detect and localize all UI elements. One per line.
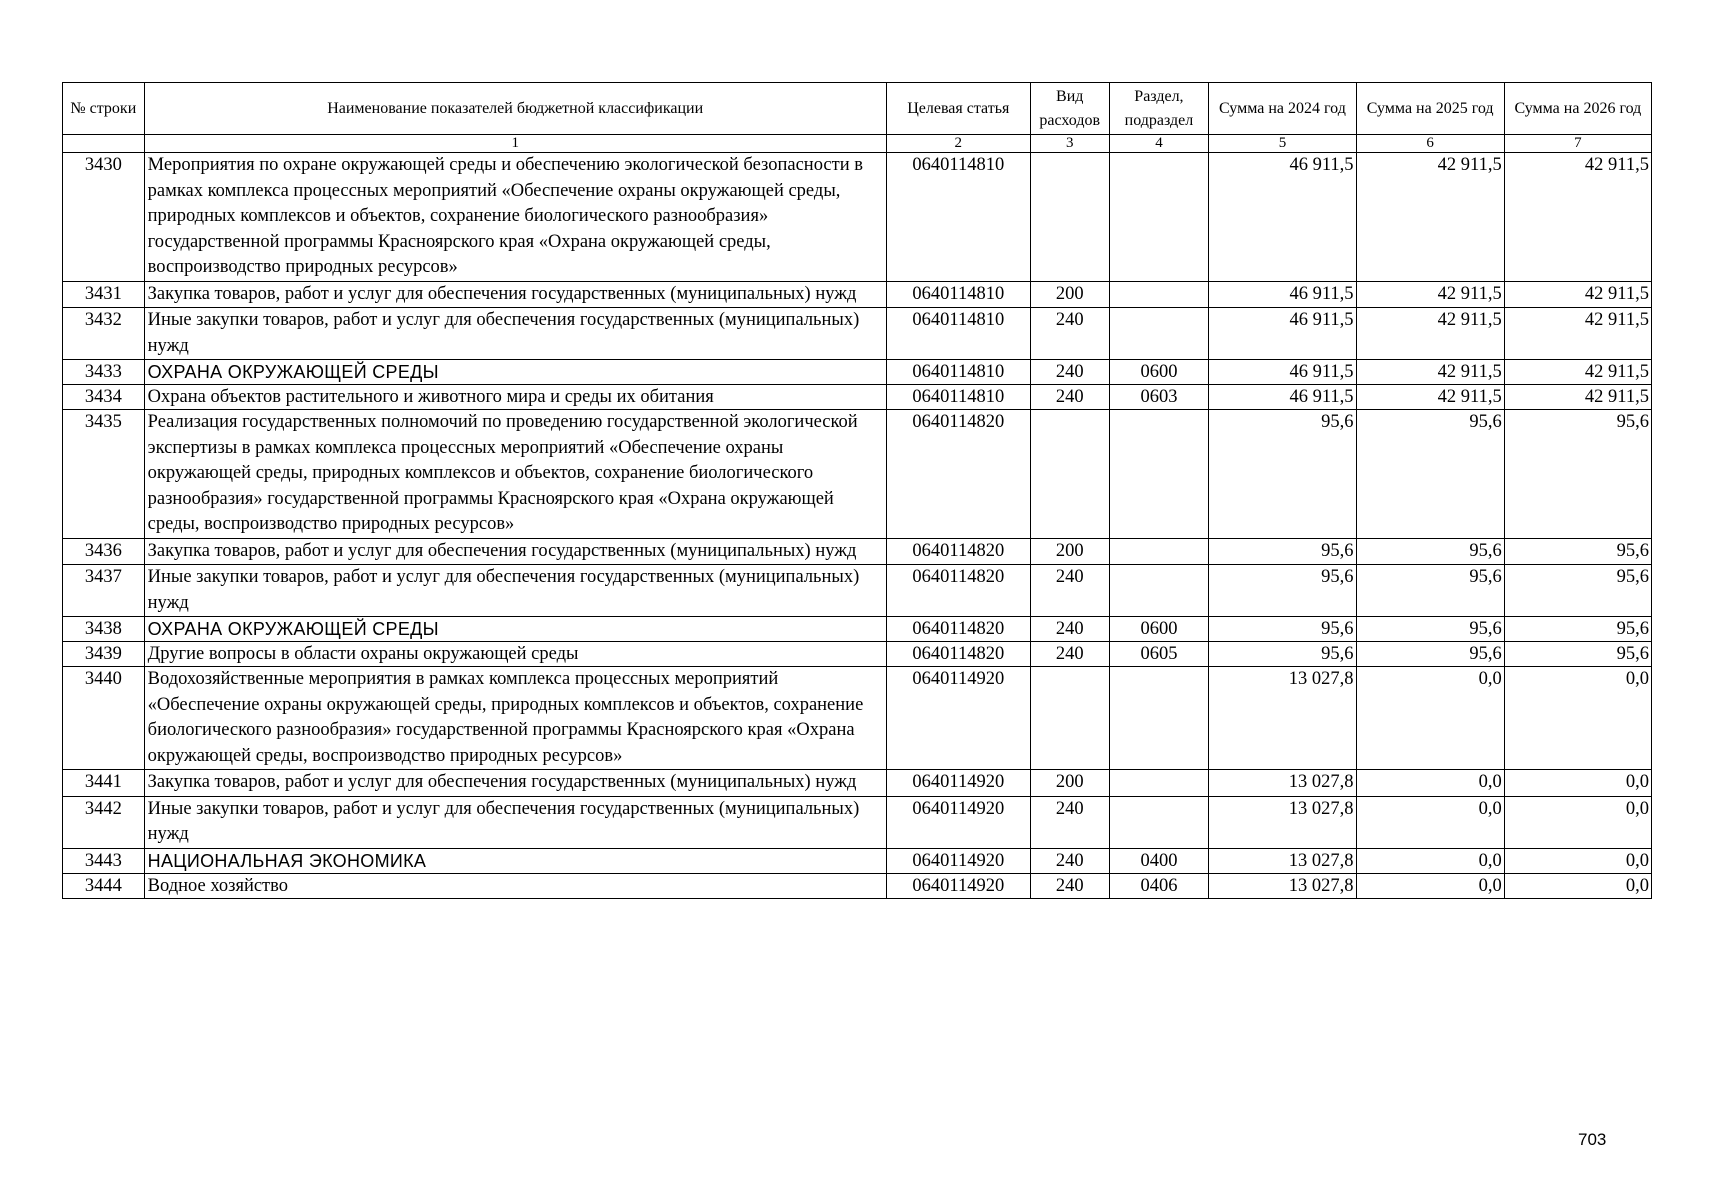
row-name-cell: Иные закупки товаров, работ и услуг для обеспечения государственных (муниципальных) нужд [144, 796, 886, 848]
sum-2025-cell: 42 911,5 [1356, 153, 1504, 282]
sum-2025-cell: 0,0 [1356, 873, 1504, 898]
sum-2025-cell: 42 911,5 [1356, 308, 1504, 360]
sum-2024-cell: 95,6 [1209, 410, 1356, 539]
table-body [63, 153, 1652, 899]
sum-2024-cell: 46 911,5 [1209, 308, 1356, 360]
row-name-cell: Водохозяйственные мероприятия в рамках комплекса процессных мероприятий «Обеспечение охраны окружающей среды, природных комплексов и объектов, сохранение биологического разнообразия» государственной программы Красноярского края «Охрана окружающей среды, воспроизводство природных ресурсов» [144, 667, 886, 770]
expense-type-cell [1030, 410, 1109, 539]
row-number-cell: 3437 [63, 565, 145, 617]
expense-type-cell: 240 [1030, 796, 1109, 848]
sum-2026-cell: 95,6 [1504, 410, 1651, 539]
sum-2026-cell: 95,6 [1504, 565, 1651, 617]
budget-table [62, 82, 1652, 899]
sum-2024-cell: 13 027,8 [1209, 848, 1356, 873]
section-cell [1109, 770, 1209, 797]
sum-2026-cell: 0,0 [1504, 796, 1651, 848]
section-cell [1109, 410, 1209, 539]
sum-2025-cell: 42 911,5 [1356, 360, 1504, 385]
sum-2024-cell: 46 911,5 [1209, 153, 1356, 282]
column-number [63, 135, 145, 153]
expense-type-cell: 240 [1030, 873, 1109, 898]
expense-type-cell: 240 [1030, 308, 1109, 360]
row-name-cell: Мероприятия по охране окружающей среды и обеспечению экологической безопасности в рамках комплекса процессных мероприятий «Обеспечение охраны окружающей среды, природных комплексов и объектов, сохранение биологического разнообразия» государственной программы Красноярского края «Охрана окружающей среды, воспроизводство природных ресурсов» [144, 153, 886, 282]
target-article-cell: 0640114920 [886, 796, 1030, 848]
sum-2026-cell: 95,6 [1504, 642, 1651, 667]
sum-2025-cell: 95,6 [1356, 565, 1504, 617]
sum-2025-cell: 0,0 [1356, 796, 1504, 848]
sum-2025-cell: 0,0 [1356, 667, 1504, 770]
sum-2026-cell: 42 911,5 [1504, 281, 1651, 308]
row-number-cell: 3443 [63, 848, 145, 873]
sum-2025-cell: 95,6 [1356, 410, 1504, 539]
target-article-cell: 0640114820 [886, 410, 1030, 539]
header-row-no: № строки [63, 83, 145, 135]
target-article-cell: 0640114820 [886, 565, 1030, 617]
expense-type-cell [1030, 667, 1109, 770]
page-number: 703 [1578, 1130, 1607, 1149]
sum-2025-cell: 95,6 [1356, 617, 1504, 642]
sum-2024-cell: 13 027,8 [1209, 770, 1356, 797]
sum-2024-cell: 95,6 [1209, 565, 1356, 617]
section-cell [1109, 281, 1209, 308]
target-article-cell: 0640114920 [886, 667, 1030, 770]
sum-2026-cell: 0,0 [1504, 848, 1651, 873]
expense-type-cell: 240 [1030, 642, 1109, 667]
target-article-cell: 0640114810 [886, 385, 1030, 410]
sum-2024-cell: 95,6 [1209, 617, 1356, 642]
section-cell: 0603 [1109, 385, 1209, 410]
table-row [63, 770, 1652, 797]
row-name-cell: Охрана объектов растительного и животного мира и среды их обитания [144, 385, 886, 410]
target-article-cell: 0640114810 [886, 153, 1030, 282]
table-row [63, 281, 1652, 308]
sum-2024-cell: 13 027,8 [1209, 667, 1356, 770]
sum-2026-cell: 42 911,5 [1504, 308, 1651, 360]
header-target-article: Целевая статья [886, 83, 1030, 135]
row-number-cell: 3441 [63, 770, 145, 797]
section-cell [1109, 796, 1209, 848]
column-number: 1 [144, 135, 886, 153]
header-section: Раздел, подраздел [1109, 83, 1209, 135]
expense-type-cell: 240 [1030, 565, 1109, 617]
sum-2024-cell: 13 027,8 [1209, 796, 1356, 848]
table-row [63, 410, 1652, 539]
row-name-cell: Другие вопросы в области охраны окружающей среды [144, 642, 886, 667]
sum-2026-cell: 42 911,5 [1504, 360, 1651, 385]
sum-2024-cell: 95,6 [1209, 538, 1356, 565]
target-article-cell: 0640114810 [886, 308, 1030, 360]
sum-2024-cell: 13 027,8 [1209, 873, 1356, 898]
sum-2025-cell: 42 911,5 [1356, 385, 1504, 410]
target-article-cell: 0640114810 [886, 360, 1030, 385]
section-cell [1109, 565, 1209, 617]
expense-type-cell: 200 [1030, 770, 1109, 797]
target-article-cell: 0640114820 [886, 538, 1030, 565]
table-row [63, 360, 1652, 385]
table-row [63, 667, 1652, 770]
table-row [63, 642, 1652, 667]
section-cell [1109, 667, 1209, 770]
row-name-cell: Закупка товаров, работ и услуг для обеспечения государственных (муниципальных) нужд [144, 281, 886, 308]
target-article-cell: 0640114820 [886, 642, 1030, 667]
section-cell: 0605 [1109, 642, 1209, 667]
header-row [63, 83, 1652, 135]
column-number: 4 [1109, 135, 1209, 153]
header-sum-2024: Сумма на 2024 год [1209, 83, 1356, 135]
row-number-cell: 3436 [63, 538, 145, 565]
row-name-cell: Закупка товаров, работ и услуг для обеспечения государственных (муниципальных) нужд [144, 770, 886, 797]
section-cell [1109, 153, 1209, 282]
sum-2025-cell: 0,0 [1356, 848, 1504, 873]
target-article-cell: 0640114820 [886, 617, 1030, 642]
header-sum-2025: Сумма на 2025 год [1356, 83, 1504, 135]
sum-2026-cell: 0,0 [1504, 770, 1651, 797]
table-row [63, 385, 1652, 410]
header-expense-type: Вид расходов [1030, 83, 1109, 135]
section-cell: 0406 [1109, 873, 1209, 898]
row-number-cell: 3433 [63, 360, 145, 385]
row-number-cell: 3439 [63, 642, 145, 667]
sum-2024-cell: 46 911,5 [1209, 360, 1356, 385]
expense-type-cell: 200 [1030, 538, 1109, 565]
row-name-cell: Иные закупки товаров, работ и услуг для обеспечения государственных (муниципальных) нужд [144, 565, 886, 617]
sum-2024-cell: 95,6 [1209, 642, 1356, 667]
column-number: 2 [886, 135, 1030, 153]
table-row [63, 153, 1652, 282]
table-row [63, 796, 1652, 848]
sum-2026-cell: 95,6 [1504, 538, 1651, 565]
row-name-cell: Закупка товаров, работ и услуг для обеспечения государственных (муниципальных) нужд [144, 538, 886, 565]
row-number-cell: 3440 [63, 667, 145, 770]
sum-2026-cell: 0,0 [1504, 873, 1651, 898]
target-article-cell: 0640114810 [886, 281, 1030, 308]
column-number: 6 [1356, 135, 1504, 153]
table-row [63, 538, 1652, 565]
header-sum-2026: Сумма на 2026 год [1504, 83, 1651, 135]
row-number-cell: 3442 [63, 796, 145, 848]
section-cell: 0600 [1109, 360, 1209, 385]
row-name-cell: Иные закупки товаров, работ и услуг для обеспечения государственных (муниципальных) нужд [144, 308, 886, 360]
row-number-cell: 3435 [63, 410, 145, 539]
column-number: 5 [1209, 135, 1356, 153]
table-row [63, 848, 1652, 873]
table-row [63, 308, 1652, 360]
column-number: 3 [1030, 135, 1109, 153]
row-number-cell: 3431 [63, 281, 145, 308]
section-cell: 0600 [1109, 617, 1209, 642]
expense-type-cell [1030, 153, 1109, 282]
sum-2026-cell: 95,6 [1504, 617, 1651, 642]
sum-2025-cell: 95,6 [1356, 538, 1504, 565]
table-row [63, 873, 1652, 898]
table-row [63, 565, 1652, 617]
row-number-cell: 3438 [63, 617, 145, 642]
expense-type-cell: 200 [1030, 281, 1109, 308]
expense-type-cell: 240 [1030, 360, 1109, 385]
expense-type-cell: 240 [1030, 848, 1109, 873]
sum-2025-cell: 95,6 [1356, 642, 1504, 667]
row-number-cell: 3434 [63, 385, 145, 410]
column-numbers-row [63, 135, 1652, 153]
sum-2024-cell: 46 911,5 [1209, 385, 1356, 410]
sum-2026-cell: 42 911,5 [1504, 385, 1651, 410]
table-row [63, 617, 1652, 642]
row-name-cell: Реализация государственных полномочий по проведению государственной экологической экспертизы в рамках комплекса процессных мероприятий «Обеспечение охраны окружающей среды, природных комплексов и объектов, сохранение биологического разнообразия» государственной программы Красноярского края «Охрана окружающей среды, воспроизводство природных ресурсов» [144, 410, 886, 539]
row-name-cell: ОХРАНА ОКРУЖАЮЩЕЙ СРЕДЫ [144, 360, 886, 385]
sum-2024-cell: 46 911,5 [1209, 281, 1356, 308]
section-cell [1109, 538, 1209, 565]
sum-2025-cell: 0,0 [1356, 770, 1504, 797]
row-number-cell: 3444 [63, 873, 145, 898]
target-article-cell: 0640114920 [886, 770, 1030, 797]
sum-2025-cell: 42 911,5 [1356, 281, 1504, 308]
row-name-cell: Водное хозяйство [144, 873, 886, 898]
row-name-cell: ОХРАНА ОКРУЖАЮЩЕЙ СРЕДЫ [144, 617, 886, 642]
expense-type-cell: 240 [1030, 617, 1109, 642]
section-cell: 0400 [1109, 848, 1209, 873]
sum-2026-cell: 42 911,5 [1504, 153, 1651, 282]
target-article-cell: 0640114920 [886, 848, 1030, 873]
header-name: Наименование показателей бюджетной классификации [144, 83, 886, 135]
target-article-cell: 0640114920 [886, 873, 1030, 898]
column-number: 7 [1504, 135, 1651, 153]
sum-2026-cell: 0,0 [1504, 667, 1651, 770]
row-name-cell: НАЦИОНАЛЬНАЯ ЭКОНОМИКА [144, 848, 886, 873]
row-number-cell: 3432 [63, 308, 145, 360]
expense-type-cell: 240 [1030, 385, 1109, 410]
section-cell [1109, 308, 1209, 360]
row-number-cell: 3430 [63, 153, 145, 282]
